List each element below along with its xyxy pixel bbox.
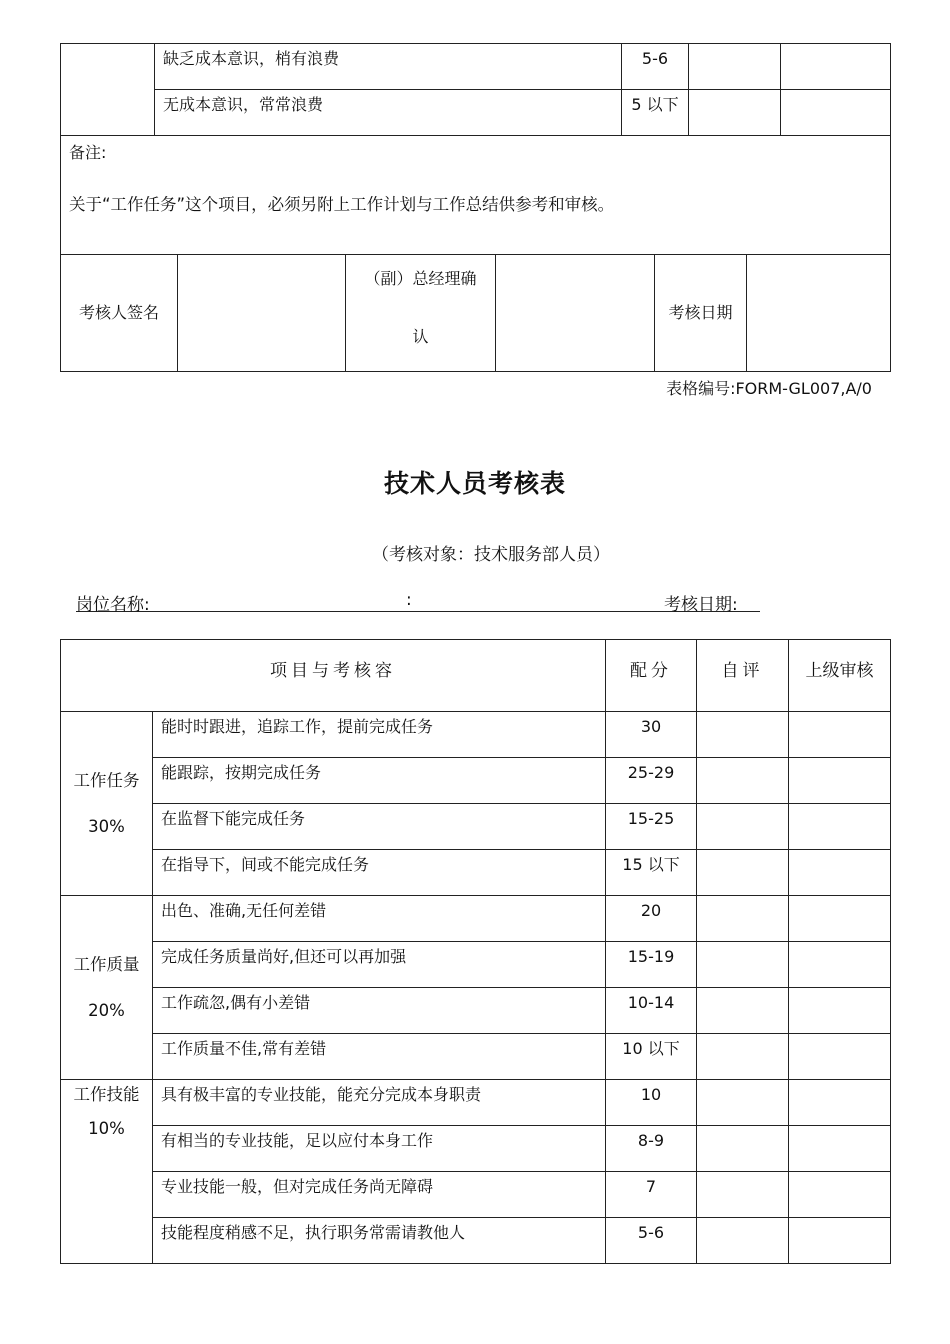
info-line [76,590,760,614]
header-self [697,640,789,712]
item-desc-cell [153,1126,606,1172]
remarks-row [61,136,891,255]
signature-row [61,255,891,372]
table-header-row [61,640,891,712]
item-desc-cell [153,988,606,1034]
table-row [61,942,891,988]
assessor-signature-label: 考核人签名 [78,303,159,322]
category-cell [61,44,155,136]
item-desc: 专业技能一般，但对完成任务尚无障碍 [161,1177,434,1196]
self-eval-cell[interactable] [697,850,789,896]
table-row [61,1126,891,1172]
assessment-date-label: 考核日期 [668,303,733,322]
item-score: 5-6 [637,1223,665,1242]
self-eval-cell[interactable] [697,1126,789,1172]
self-eval-cell[interactable] [689,90,781,136]
category-name: 工作技能 [73,1085,140,1104]
item-score: 15-25 [627,809,675,828]
table-row [61,896,891,942]
form-code: 表格编号:FORM-GL007,A/0 [666,379,872,398]
item-desc: 能时时跟进，追踪工作，提前完成任务 [161,717,434,736]
item-desc: 缺乏成本意识，梢有浪费 [163,49,340,68]
self-eval-cell[interactable] [697,712,789,758]
self-eval-cell[interactable] [697,804,789,850]
assessor-label-cell [61,255,178,372]
table-row [61,712,891,758]
remarks-label: 备注: [69,143,107,162]
item-desc-cell [153,1080,606,1126]
gm-confirm-label-line2: 认 [412,327,429,346]
page-subtitle: （考核对象：技术服务部人员） [372,545,610,565]
item-desc: 完成任务质量尚好,但还可以再加强 [161,947,407,966]
score-cell [606,1172,697,1218]
header-item [61,640,606,712]
item-desc-cell [153,896,606,942]
superior-review-cell[interactable] [789,1034,891,1080]
table-row [61,758,891,804]
superior-review-cell[interactable] [789,1218,891,1264]
table-row [61,90,891,136]
superior-review-cell[interactable] [789,942,891,988]
score-cell [606,804,697,850]
item-score: 10-14 [627,993,675,1012]
table-row [61,1034,891,1080]
superior-review-cell[interactable] [789,1080,891,1126]
superior-review-cell[interactable] [789,988,891,1034]
header-superior-label: 上级审核 [805,661,874,681]
superior-review-cell[interactable] [789,712,891,758]
item-score: 30 [640,717,662,736]
score-cell [622,90,689,136]
item-score: 15-19 [627,947,675,966]
superior-review-cell[interactable] [789,758,891,804]
superior-review-cell[interactable] [789,1126,891,1172]
self-eval-cell[interactable] [689,44,781,90]
item-score: 25-29 [627,763,675,782]
category-name: 工作任务 [73,770,140,790]
gm-label-cell [346,255,496,372]
item-score: 10 以下 [622,1039,680,1058]
score-cell [606,1080,697,1126]
header-superior [789,640,891,712]
category-weight: 10% [88,1119,125,1138]
item-score: 5-6 [641,49,669,68]
category-cell [61,896,153,1080]
score-cell [606,712,697,758]
item-score: 5 以下 [631,95,679,114]
self-eval-cell[interactable] [697,1218,789,1264]
item-desc-cell [155,44,622,90]
table-row [61,1218,891,1264]
score-cell [606,1126,697,1172]
item-desc: 具有极丰富的专业技能，能充分完成本身职责 [161,1085,482,1104]
item-desc-cell [155,90,622,136]
self-eval-cell[interactable] [697,896,789,942]
self-eval-cell[interactable] [697,1172,789,1218]
signature-table [60,254,891,372]
table-row [61,988,891,1034]
info-colon: : [406,590,412,610]
score-cell [606,1034,697,1080]
header-item-label: 项目与考核容 [270,661,396,681]
category-cell [61,1080,153,1264]
header-score-label: 配分 [630,661,672,681]
item-score: 20 [640,901,662,920]
remarks-cell [61,136,891,255]
self-eval-cell[interactable] [697,1034,789,1080]
gm-confirm-label [346,250,495,366]
score-cell [606,758,697,804]
table-row [61,44,891,90]
gm-confirm-field[interactable] [496,255,655,372]
item-score: 10 [640,1085,662,1104]
item-desc: 在监督下能完成任务 [161,809,306,828]
category-weight: 30% [88,816,125,836]
item-desc: 工作质量不佳,常有差错 [161,1039,327,1058]
superior-review-cell[interactable] [789,1172,891,1218]
table-row [61,1172,891,1218]
score-cell [606,988,697,1034]
superior-review-cell[interactable] [789,896,891,942]
item-desc-cell [153,942,606,988]
item-desc: 工作疏忽,偶有小差错 [161,993,311,1012]
table-row [61,850,891,896]
previous-form-table [60,43,891,255]
score-cell [606,1218,697,1264]
score-cell [622,44,689,90]
self-eval-cell[interactable] [697,942,789,988]
item-desc-cell [153,758,606,804]
item-score: 7 [645,1177,657,1196]
item-desc-cell [153,712,606,758]
position-name-label: 岗位名称: [76,595,150,615]
category-weight: 20% [88,1000,125,1020]
page-title: 技术人员考核表 [383,469,566,498]
date-label-cell [655,255,747,372]
assessment-date-label: 考核日期: [664,595,738,615]
self-eval-cell[interactable] [697,758,789,804]
item-desc: 出色、准确,无任何差错 [161,901,327,920]
info-underline [76,611,760,612]
score-cell [606,896,697,942]
score-cell [606,942,697,988]
item-score: 8-9 [637,1131,665,1150]
item-desc: 无成本意识，常常浪费 [163,95,324,114]
header-self-label: 自评 [721,661,764,681]
gm-confirm-label-line1: （副）总经理确 [364,269,477,288]
item-desc: 技能程度稍感不足，执行职务常需请教他人 [161,1223,466,1242]
item-desc: 在指导下，间或不能完成任务 [161,855,370,874]
category-cell [61,712,153,896]
assessment-table [60,639,891,1264]
superior-review-cell[interactable] [781,90,891,136]
self-eval-cell[interactable] [697,1080,789,1126]
category-name: 工作质量 [73,954,140,974]
item-desc: 有相当的专业技能，足以应付本身工作 [161,1131,434,1150]
superior-review-cell[interactable] [789,804,891,850]
assessment-date-field[interactable] [747,255,891,372]
item-desc-cell [153,1034,606,1080]
superior-review-cell[interactable] [781,44,891,90]
item-desc-cell [153,804,606,850]
header-score [606,640,697,712]
item-score: 15 以下 [622,855,680,874]
table-row [61,1080,891,1126]
self-eval-cell[interactable] [697,988,789,1034]
item-desc-cell [153,1218,606,1264]
score-cell [606,850,697,896]
item-desc-cell [153,850,606,896]
item-desc-cell [153,1172,606,1218]
superior-review-cell[interactable] [789,850,891,896]
assessor-signature-field[interactable] [178,255,346,372]
item-desc: 能跟踪，按期完成任务 [161,763,322,782]
remarks-text: 关于“工作任务”这个项目，必须另附上工作计划与工作总结供参考和审核。 [69,195,615,214]
table-row [61,804,891,850]
